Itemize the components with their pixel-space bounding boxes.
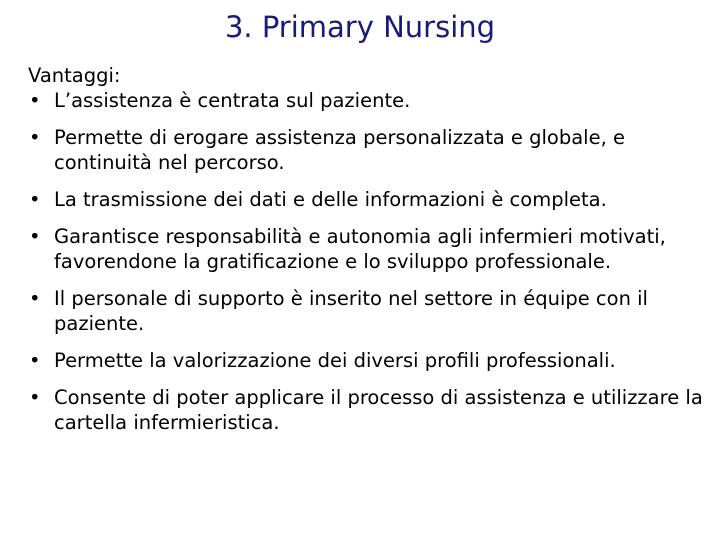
bullet-icon: • <box>29 287 41 310</box>
bullet-text: Permette la valorizzazione dei diversi profili professionali. <box>54 349 616 372</box>
bullet-text: L’assistenza è centrata sul paziente. <box>54 89 411 112</box>
bullet-text: Permette di erogare assistenza personalizzata e globale, e continuità nel percorso. <box>54 126 625 174</box>
bullet-item <box>28 125 718 175</box>
bullet-icon: • <box>29 89 41 112</box>
intro-label: Vantaggi: <box>28 64 121 87</box>
bullet-icon: • <box>29 225 41 248</box>
bullet-icon: • <box>29 126 41 149</box>
bullet-item <box>28 187 718 212</box>
bullet-item <box>28 385 718 435</box>
bullet-icon: • <box>29 188 41 211</box>
bullet-item <box>28 224 718 274</box>
bullet-item <box>28 348 718 373</box>
bullet-item <box>28 286 718 336</box>
bullet-text: Garantisce responsabilità e autonomia agli infermieri motivati, favorendone la gratificazione e lo sviluppo professionale. <box>54 225 666 273</box>
bullet-item <box>28 88 718 113</box>
slide-title: 3. Primary Nursing <box>224 10 496 44</box>
bullet-icon: • <box>29 386 41 409</box>
bullet-text: La trasmissione dei dati e delle informazioni è completa. <box>54 188 607 211</box>
slide-body <box>28 63 718 435</box>
bullet-icon: • <box>29 349 41 372</box>
bullet-list <box>28 88 718 435</box>
bullet-text: Il personale di supporto è inserito nel settore in équipe con il paziente. <box>54 287 648 335</box>
bullet-text: Consente di poter applicare il processo di assistenza e utilizzare la cartella infermieristica. <box>54 386 703 434</box>
